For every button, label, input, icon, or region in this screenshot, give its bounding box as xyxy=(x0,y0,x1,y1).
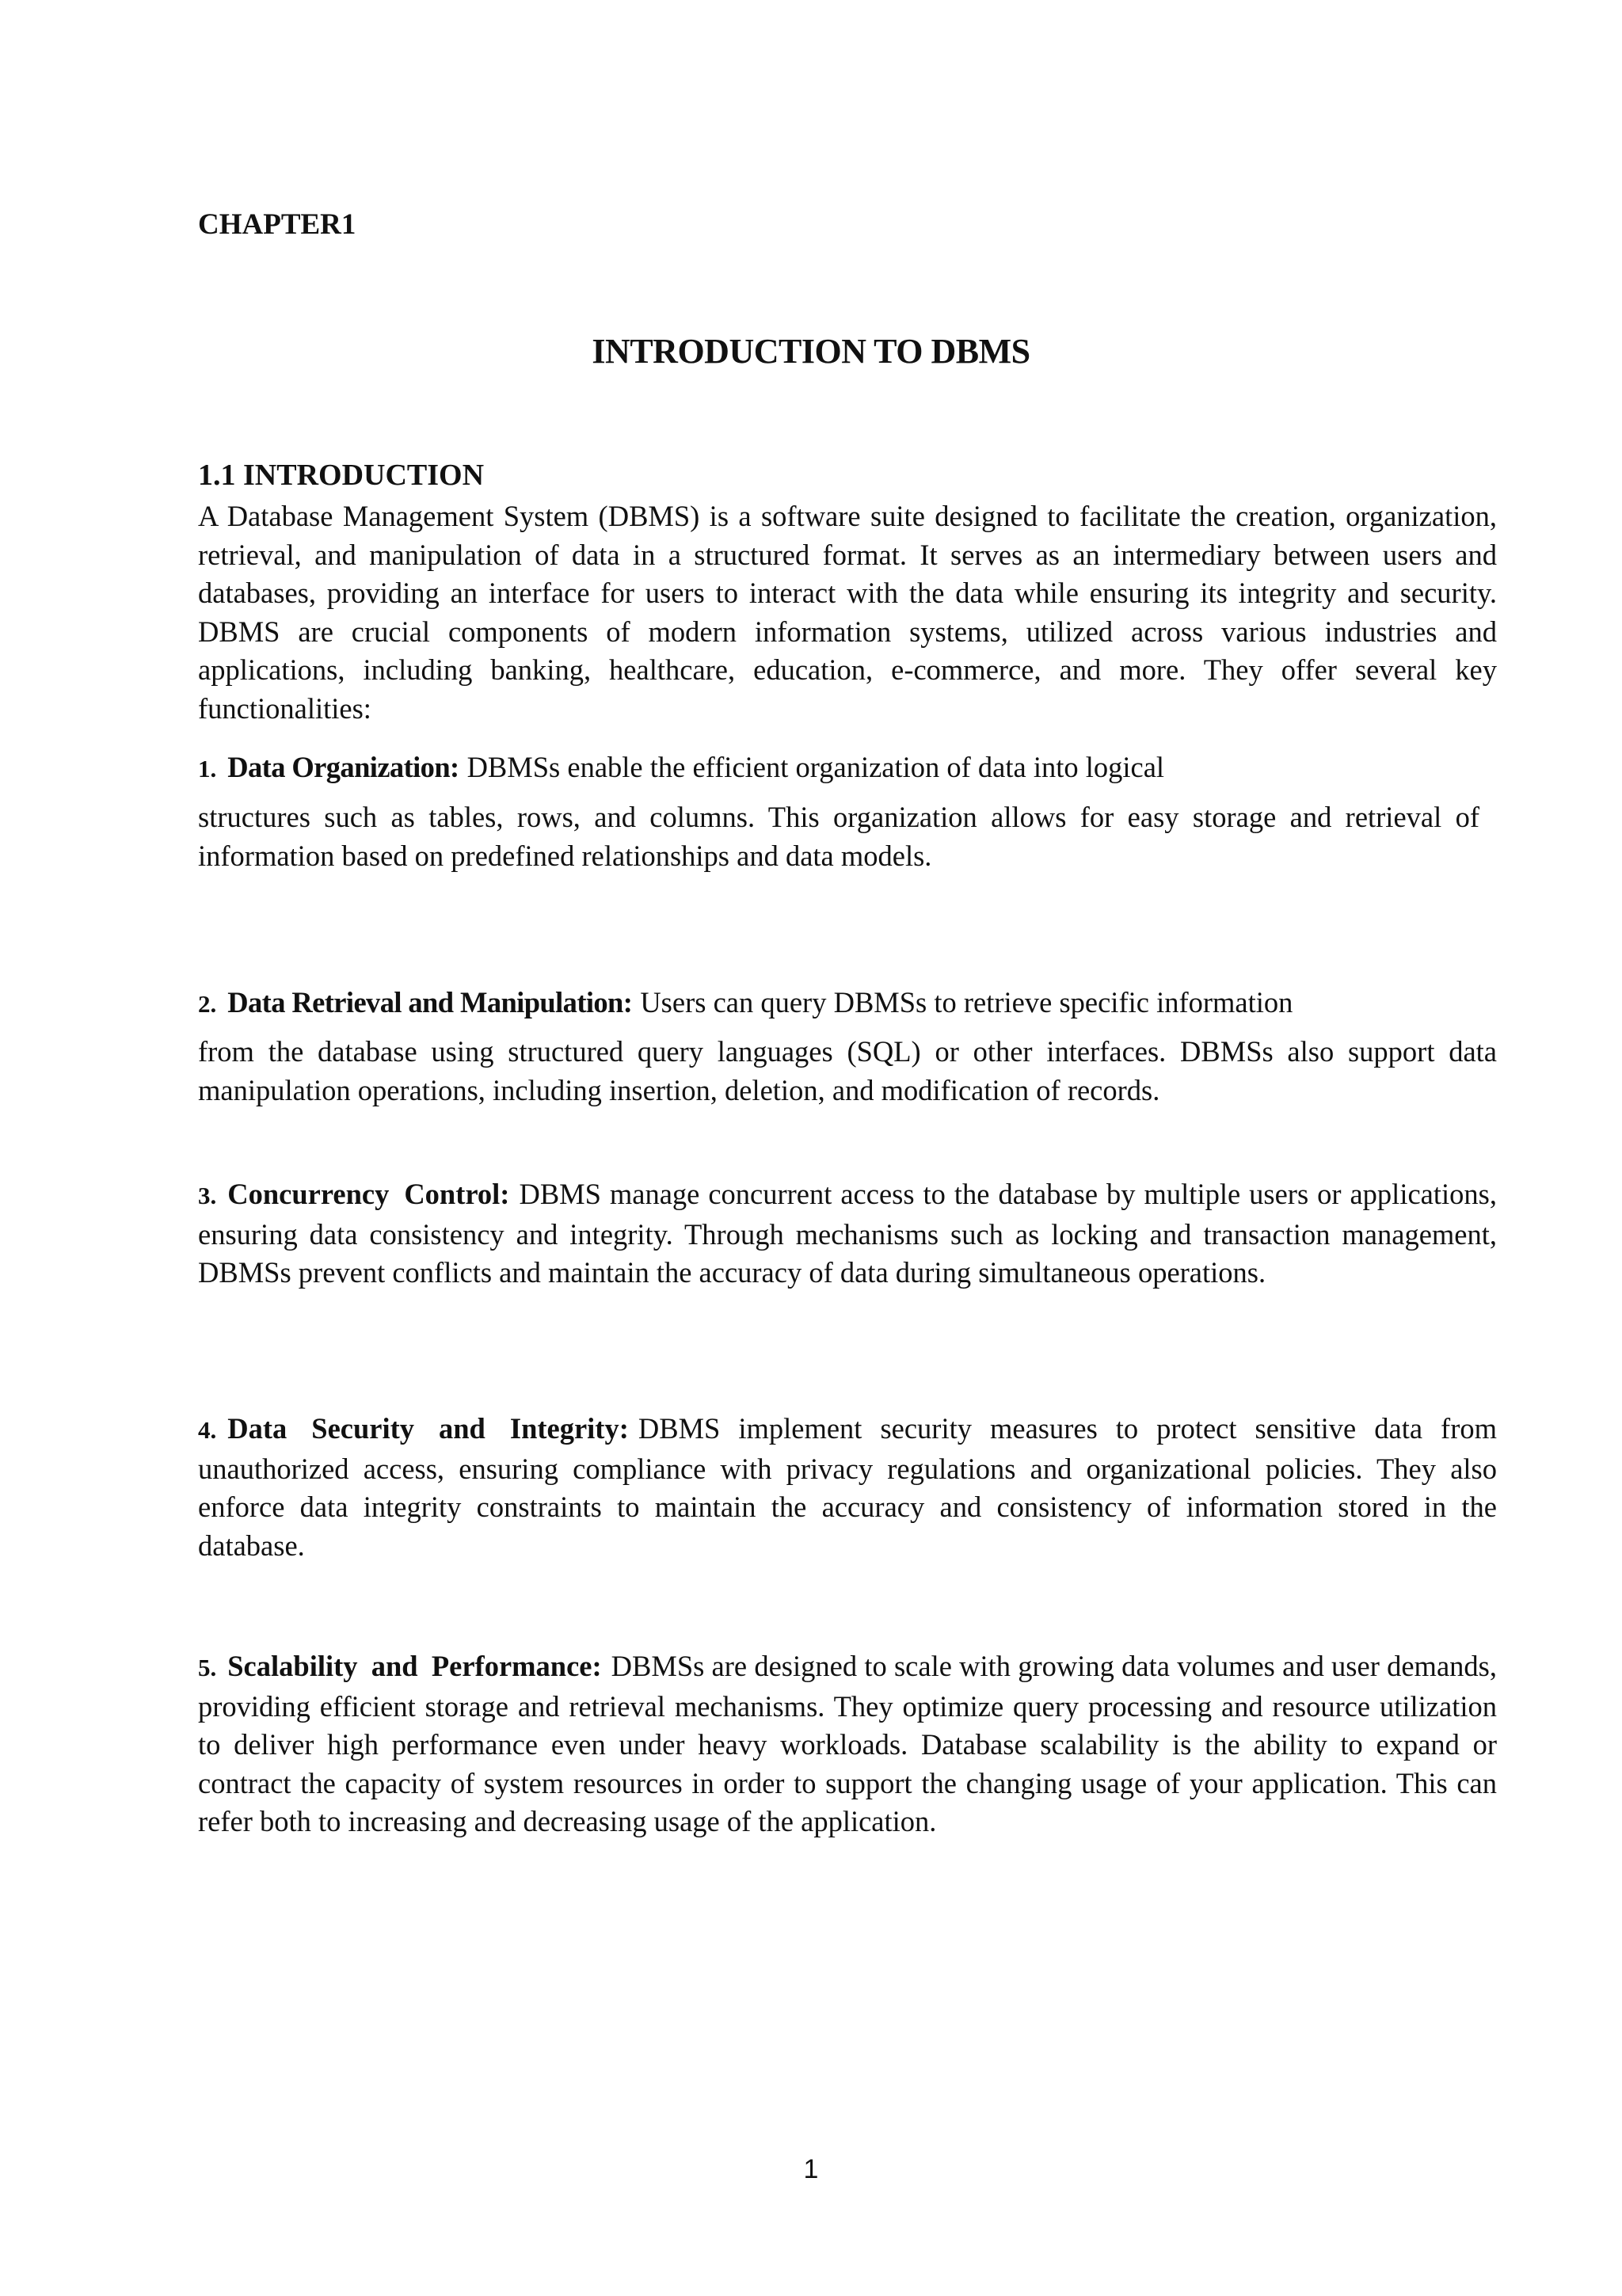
list-item-text: DBMS manage concurrent access to the database by multiple users or applications, ensuring data consistency and integrity. Through mechanisms such as locking and transaction management, DBMSs prevent conflicts and maintain the accuracy of data during simultaneous operations. xyxy=(198,1178,1497,1289)
list-item-lead-text: DBMSs enable the efficient organization of data into logical xyxy=(466,751,1165,783)
list-item-5 xyxy=(198,1647,1497,1841)
list-item-term: Scalability and Performance: xyxy=(227,1650,602,1682)
list-item-term: Data Retrieval and Manipulation: xyxy=(227,986,633,1019)
chapter-label: CHAPTER1 xyxy=(198,208,356,241)
list-item-number: 3. xyxy=(198,1182,217,1209)
page-title: INTRODUCTION TO DBMS xyxy=(592,332,1030,371)
list-item-number: 2. xyxy=(198,990,217,1018)
list-item-term: Data Security and Integrity: xyxy=(227,1412,629,1445)
list-item-text: DBMSs are designed to scale with growing data volumes and user demands, providing efficient storage and retrieval mechanisms. They optimize query processing and resource utilization to deliver high performance even under heavy workloads. Database scalability is the ability to expand or contract the capacity of system resources in order to support the changing usage of your application. This can refer both to increasing and decreasing usage of the application. xyxy=(198,1650,1497,1837)
list-item-2-body: from the database using structured query languages (SQL) or other interfaces. DBMSs also support data manipulation operations, including insertion, deletion, and modification of records. xyxy=(198,1035,1497,1106)
list-item-term: Data Organization: xyxy=(227,751,459,783)
list-item-3 xyxy=(198,1175,1497,1293)
list-item-1-lead xyxy=(198,748,1497,788)
list-item-lead-text: Users can query DBMSs to retrieve specific information xyxy=(640,986,1293,1019)
page-number: 1 xyxy=(803,2154,819,2184)
list-item-term: Concurrency Control: xyxy=(227,1178,510,1210)
intro-paragraph: A Database Management System (DBMS) is a software suite designed to facilitate the creation, organization, retrieval, and manipulation of data in a structured format. It serves as an intermediary between users and databases, providing an interface for users to interact with the data while ensuring its integrity and security. DBMS are crucial components of modern information systems, utilized across various industries and applications, including banking, healthcare, education, e-commerce, and more. They offer several key functionalities: xyxy=(198,500,1497,725)
section-heading: 1.1 INTRODUCTION xyxy=(198,459,485,492)
list-item-number: 4. xyxy=(198,1416,217,1444)
list-item-text: DBMS implement security measures to protect sensitive data from unauthorized access, ensuring compliance with privacy regulations and organizational policies. They also enforce data integrity constraints to maintain the accuracy and consistency of information stored in the database. xyxy=(198,1412,1497,1562)
list-item-number: 1. xyxy=(198,755,217,782)
list-item-2-lead xyxy=(198,984,1497,1023)
list-item-4 xyxy=(198,1410,1497,1565)
list-item-1-body: structures such as tables, rows, and columns. This organization allows for easy storage and retrieval of information based on predefined relationships and data models. xyxy=(198,801,1479,872)
list-item-number: 5. xyxy=(198,1654,217,1681)
